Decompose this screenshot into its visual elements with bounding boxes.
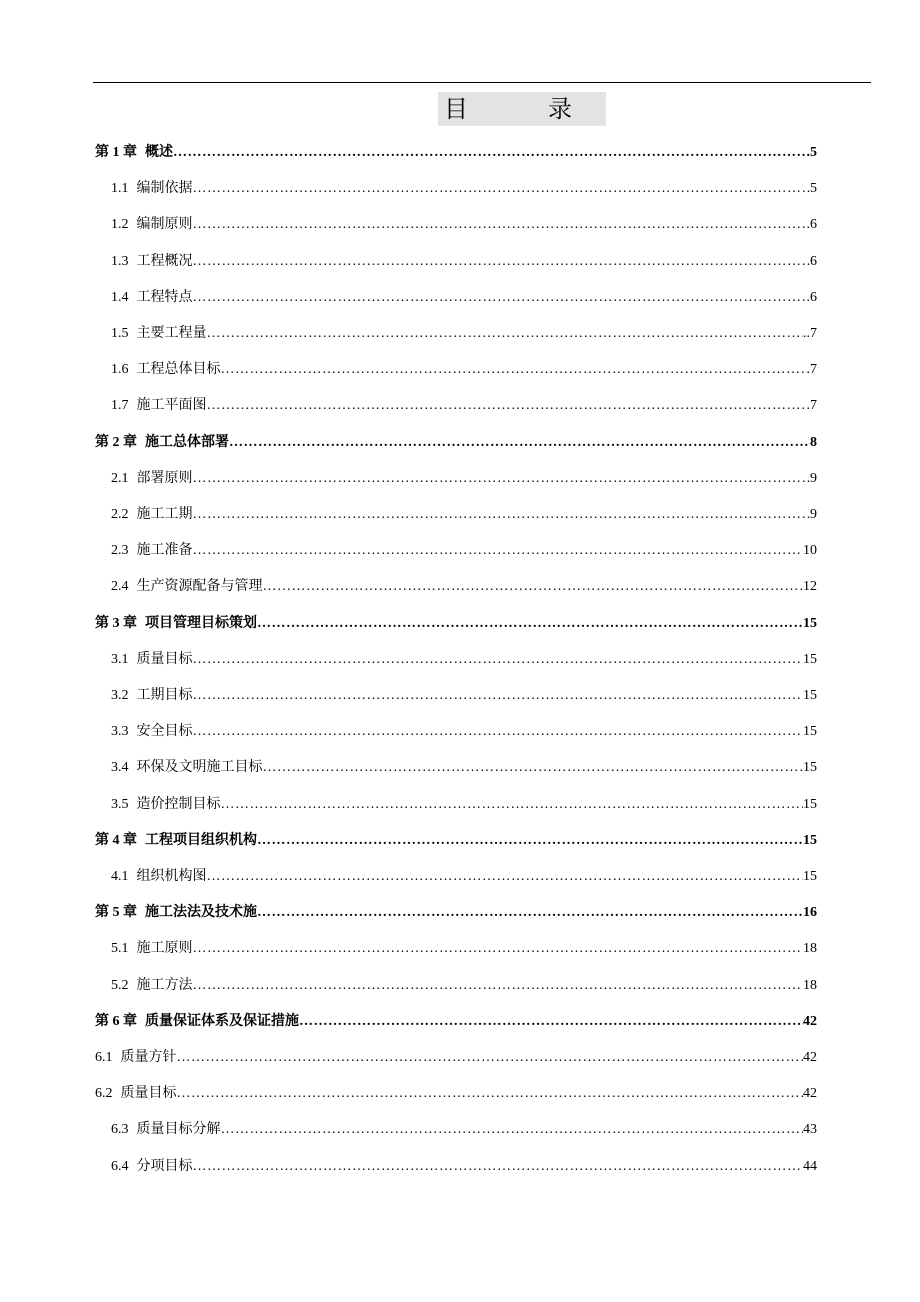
toc-entry-page: 5 xyxy=(810,145,817,160)
toc-entry-label xyxy=(111,360,221,380)
toc-entry-label xyxy=(111,541,193,561)
toc-entry-text: 工程概况 xyxy=(136,254,193,269)
toc-entry-label xyxy=(111,939,193,959)
toc-entry-page: 9 xyxy=(810,471,817,486)
toc-leader-dots xyxy=(221,1120,804,1140)
toc-entry-page: 6 xyxy=(810,254,817,269)
toc-entry-text: 组织机构图 xyxy=(136,869,207,884)
toc-entry-page: 15 xyxy=(803,616,817,631)
toc-entry-page: .7 xyxy=(806,362,817,377)
toc-entry-page: 9 xyxy=(810,507,817,522)
toc-leader-dots xyxy=(193,288,807,308)
toc-entry-text: 质量目标分解 xyxy=(136,1122,221,1137)
toc-entry-page: 44 xyxy=(803,1159,817,1174)
toc-entry-label xyxy=(95,1084,177,1104)
toc-entry-number: 1.4 xyxy=(111,290,129,305)
toc-leader-dots xyxy=(207,324,804,344)
toc-entry-label xyxy=(111,1120,221,1140)
toc-entry[interactable] xyxy=(111,288,817,308)
toc-entry[interactable] xyxy=(111,1120,817,1140)
toc-entry-text: 施工工期 xyxy=(136,507,193,522)
toc-entry-label xyxy=(111,324,207,344)
toc-entry[interactable] xyxy=(111,650,817,670)
toc-entry-text: 质量目标 xyxy=(136,652,193,667)
toc-entry-label xyxy=(111,722,193,742)
toc-entry-number: 2.1 xyxy=(111,471,129,486)
toc-entry[interactable] xyxy=(111,686,817,706)
toc-entry-label xyxy=(111,686,193,706)
toc-entry[interactable] xyxy=(111,215,817,235)
toc-entry-text: 安全目标 xyxy=(136,724,193,739)
toc-entry-number: 第 5 章 xyxy=(95,905,137,920)
toc-entry[interactable] xyxy=(95,1012,817,1032)
toc-leader-dots xyxy=(207,396,807,416)
toc-entry-text: 主要工程量 xyxy=(136,326,207,341)
toc-entry-page: .6 xyxy=(806,290,817,305)
toc-entry-number: 2.3 xyxy=(111,543,129,558)
toc-entry[interactable] xyxy=(111,577,817,597)
toc-entry[interactable] xyxy=(111,867,817,887)
toc-entry-page: 18 xyxy=(803,978,817,993)
toc-entry-text: 质量方针 xyxy=(120,1050,177,1065)
toc-entry-number: 第 2 章 xyxy=(95,435,137,450)
toc-entry-text: 施工准备 xyxy=(136,543,193,558)
toc-entry-label xyxy=(95,903,257,923)
toc-entry[interactable] xyxy=(95,903,817,923)
toc-entry-text: 工期目标 xyxy=(136,688,193,703)
toc-leader-dots xyxy=(193,179,811,199)
toc-entry-number: 1.6 xyxy=(111,362,129,377)
toc-entry[interactable] xyxy=(95,1084,817,1104)
toc-entry-number: 5.2 xyxy=(111,978,129,993)
toc-entry[interactable] xyxy=(111,939,817,959)
toc-entry-number: 1.7 xyxy=(111,398,129,413)
toc-entry-label xyxy=(111,179,193,199)
toc-entry[interactable] xyxy=(95,1048,817,1068)
toc-entry-number: 2.2 xyxy=(111,507,129,522)
toc-entry-text: 概述 xyxy=(145,145,173,160)
toc-entry-text: 生产资源配备与管理 xyxy=(136,579,263,594)
toc-entry-number: 第 6 章 xyxy=(95,1014,137,1029)
toc-entry-number: 2.4 xyxy=(111,579,129,594)
toc-leader-dots xyxy=(193,650,804,670)
toc-entry-number: 1.1 xyxy=(111,181,129,196)
toc-entry-page: 5 xyxy=(810,181,817,196)
toc-leader-dots xyxy=(193,976,804,996)
toc-entry-text: 分项目标 xyxy=(136,1159,193,1174)
toc-entry[interactable] xyxy=(95,433,817,453)
toc-entry-text: 施工法法及技术施 xyxy=(145,905,257,920)
toc-entry-text: 施工方法 xyxy=(136,978,193,993)
toc-entry-text: 编制原则 xyxy=(136,217,193,232)
toc-entry-number: 1.3 xyxy=(111,254,129,269)
toc-entry-label xyxy=(111,1157,193,1177)
toc-leader-dots xyxy=(221,795,804,815)
toc-entry-label xyxy=(111,577,263,597)
toc-entry-number: 6.2 xyxy=(95,1086,113,1101)
toc-entry-text: 环保及文明施工目标 xyxy=(136,760,263,775)
toc-entry-text: 施工原则 xyxy=(136,941,193,956)
toc-entry[interactable] xyxy=(95,143,817,163)
toc-entry-number: 3.3 xyxy=(111,724,129,739)
toc-entry-page: 15 xyxy=(803,797,817,812)
toc-leader-dots xyxy=(193,252,811,272)
toc-leader-dots xyxy=(263,577,804,597)
toc-entry[interactable] xyxy=(111,360,817,380)
toc-leader-dots xyxy=(193,505,811,525)
toc-entry-label xyxy=(95,143,173,163)
toc-entry-text: 质量目标 xyxy=(120,1086,177,1101)
toc-entry-text: 项目管理目标策划 xyxy=(145,616,257,631)
toc-entry-number: 1.2 xyxy=(111,217,129,232)
toc-leader-dots xyxy=(207,867,804,887)
toc-leader-dots xyxy=(257,903,803,923)
toc-entry-number: 第 1 章 xyxy=(95,145,137,160)
toc-leader-dots xyxy=(193,722,804,742)
toc-entry-page: 12 xyxy=(803,579,817,594)
toc-leader-dots xyxy=(221,360,807,380)
toc-entry-number: 5.1 xyxy=(111,941,129,956)
toc-entry-text: 工程特点 xyxy=(136,290,193,305)
toc-entry-number: 3.5 xyxy=(111,797,129,812)
toc-entry[interactable] xyxy=(111,976,817,996)
toc-entry-page: 42 xyxy=(803,1014,817,1029)
toc-entry-text: 施工平面图 xyxy=(136,398,207,413)
toc-entry-text: 质量保证体系及保证措施 xyxy=(145,1014,299,1029)
toc-entry-page: .6 xyxy=(806,217,817,232)
toc-leader-dots xyxy=(299,1012,803,1032)
toc-entry-label xyxy=(95,433,229,453)
toc-entry[interactable] xyxy=(111,541,817,561)
toc-entry-text: 工程总体目标 xyxy=(136,362,221,377)
toc-entry-label xyxy=(111,505,193,525)
toc-entry-number: 6.3 xyxy=(111,1122,129,1137)
toc-leader-dots xyxy=(193,215,807,235)
toc-leader-dots xyxy=(257,614,803,634)
toc-entry-label xyxy=(95,1048,177,1068)
toc-entry-label xyxy=(111,795,221,815)
toc-entry-number: 第 4 章 xyxy=(95,833,137,848)
toc-leader-dots xyxy=(193,939,804,959)
toc-entry[interactable] xyxy=(111,505,817,525)
toc-entry-page: ..7 xyxy=(803,326,817,341)
toc-entry-number: 4.1 xyxy=(111,869,129,884)
toc-entry[interactable] xyxy=(95,614,817,634)
toc-entry-label xyxy=(95,614,257,634)
toc-entry-page: 8 xyxy=(810,435,817,450)
toc-entry-label xyxy=(111,758,263,778)
toc-entry-page: 16 xyxy=(803,905,817,920)
toc-entry-text: 部署原则 xyxy=(136,471,193,486)
toc-entry[interactable] xyxy=(111,469,817,489)
toc-leader-dots xyxy=(229,433,810,453)
toc-entry-label xyxy=(111,469,193,489)
toc-entry[interactable] xyxy=(111,396,817,416)
toc-entry-page: 15 xyxy=(803,688,817,703)
page-title: 目 录 xyxy=(438,92,606,126)
toc-entry-number: 6.1 xyxy=(95,1050,113,1065)
toc-entry-text: 造价控制目标 xyxy=(136,797,221,812)
toc-entry-label xyxy=(111,867,207,887)
toc-entry[interactable] xyxy=(111,722,817,742)
toc-entry-number: 6.4 xyxy=(111,1159,129,1174)
toc-entry[interactable] xyxy=(111,252,817,272)
toc-entry-label xyxy=(111,288,193,308)
toc-entry-number: 1.5 xyxy=(111,326,129,341)
toc-entry-number: 3.2 xyxy=(111,688,129,703)
toc-entry[interactable] xyxy=(111,324,817,344)
toc-entry-page: 15 xyxy=(803,833,817,848)
toc-entry-number: 第 3 章 xyxy=(95,616,137,631)
toc-entry-label xyxy=(111,396,207,416)
toc-leader-dots xyxy=(257,831,803,851)
toc-leader-dots xyxy=(177,1084,804,1104)
toc-entry-page: 42 xyxy=(803,1050,817,1065)
toc-entry-text: 工程项目组织机构 xyxy=(145,833,257,848)
header-rule xyxy=(93,82,871,83)
toc-leader-dots xyxy=(173,143,810,163)
toc-entry-page: 42 xyxy=(803,1086,817,1101)
toc-entry-page: 15 xyxy=(803,724,817,739)
toc-entry[interactable] xyxy=(95,831,817,851)
toc-entry-page: 10 xyxy=(803,543,817,558)
toc-leader-dots xyxy=(177,1048,804,1068)
toc-leader-dots xyxy=(193,541,804,561)
toc-leader-dots xyxy=(263,758,804,778)
toc-entry-label xyxy=(111,252,193,272)
toc-entry-text: 施工总体部署 xyxy=(145,435,229,450)
toc-entry[interactable] xyxy=(111,758,817,778)
toc-entry-page: 43 xyxy=(803,1122,817,1137)
toc-entry-page: 15 xyxy=(803,652,817,667)
toc-entry-label xyxy=(111,650,193,670)
toc-entry-text: 编制依据 xyxy=(136,181,193,196)
toc-entry[interactable] xyxy=(111,179,817,199)
toc-entry-number: 3.1 xyxy=(111,652,129,667)
toc-entry-page: .7 xyxy=(806,398,817,413)
toc-entry-label xyxy=(95,831,257,851)
toc-leader-dots xyxy=(193,686,804,706)
toc-entry[interactable] xyxy=(111,795,817,815)
toc-entry[interactable] xyxy=(111,1157,817,1177)
toc-entry-number: 3.4 xyxy=(111,760,129,775)
toc-entry-label xyxy=(95,1012,299,1032)
toc-entry-label xyxy=(111,976,193,996)
toc-leader-dots xyxy=(193,1157,804,1177)
toc-entry-label xyxy=(111,215,193,235)
toc-leader-dots xyxy=(193,469,811,489)
toc-entry-page: 15 xyxy=(803,760,817,775)
toc-entry-page: 18 xyxy=(803,941,817,956)
toc-entry-page: 15 xyxy=(803,869,817,884)
